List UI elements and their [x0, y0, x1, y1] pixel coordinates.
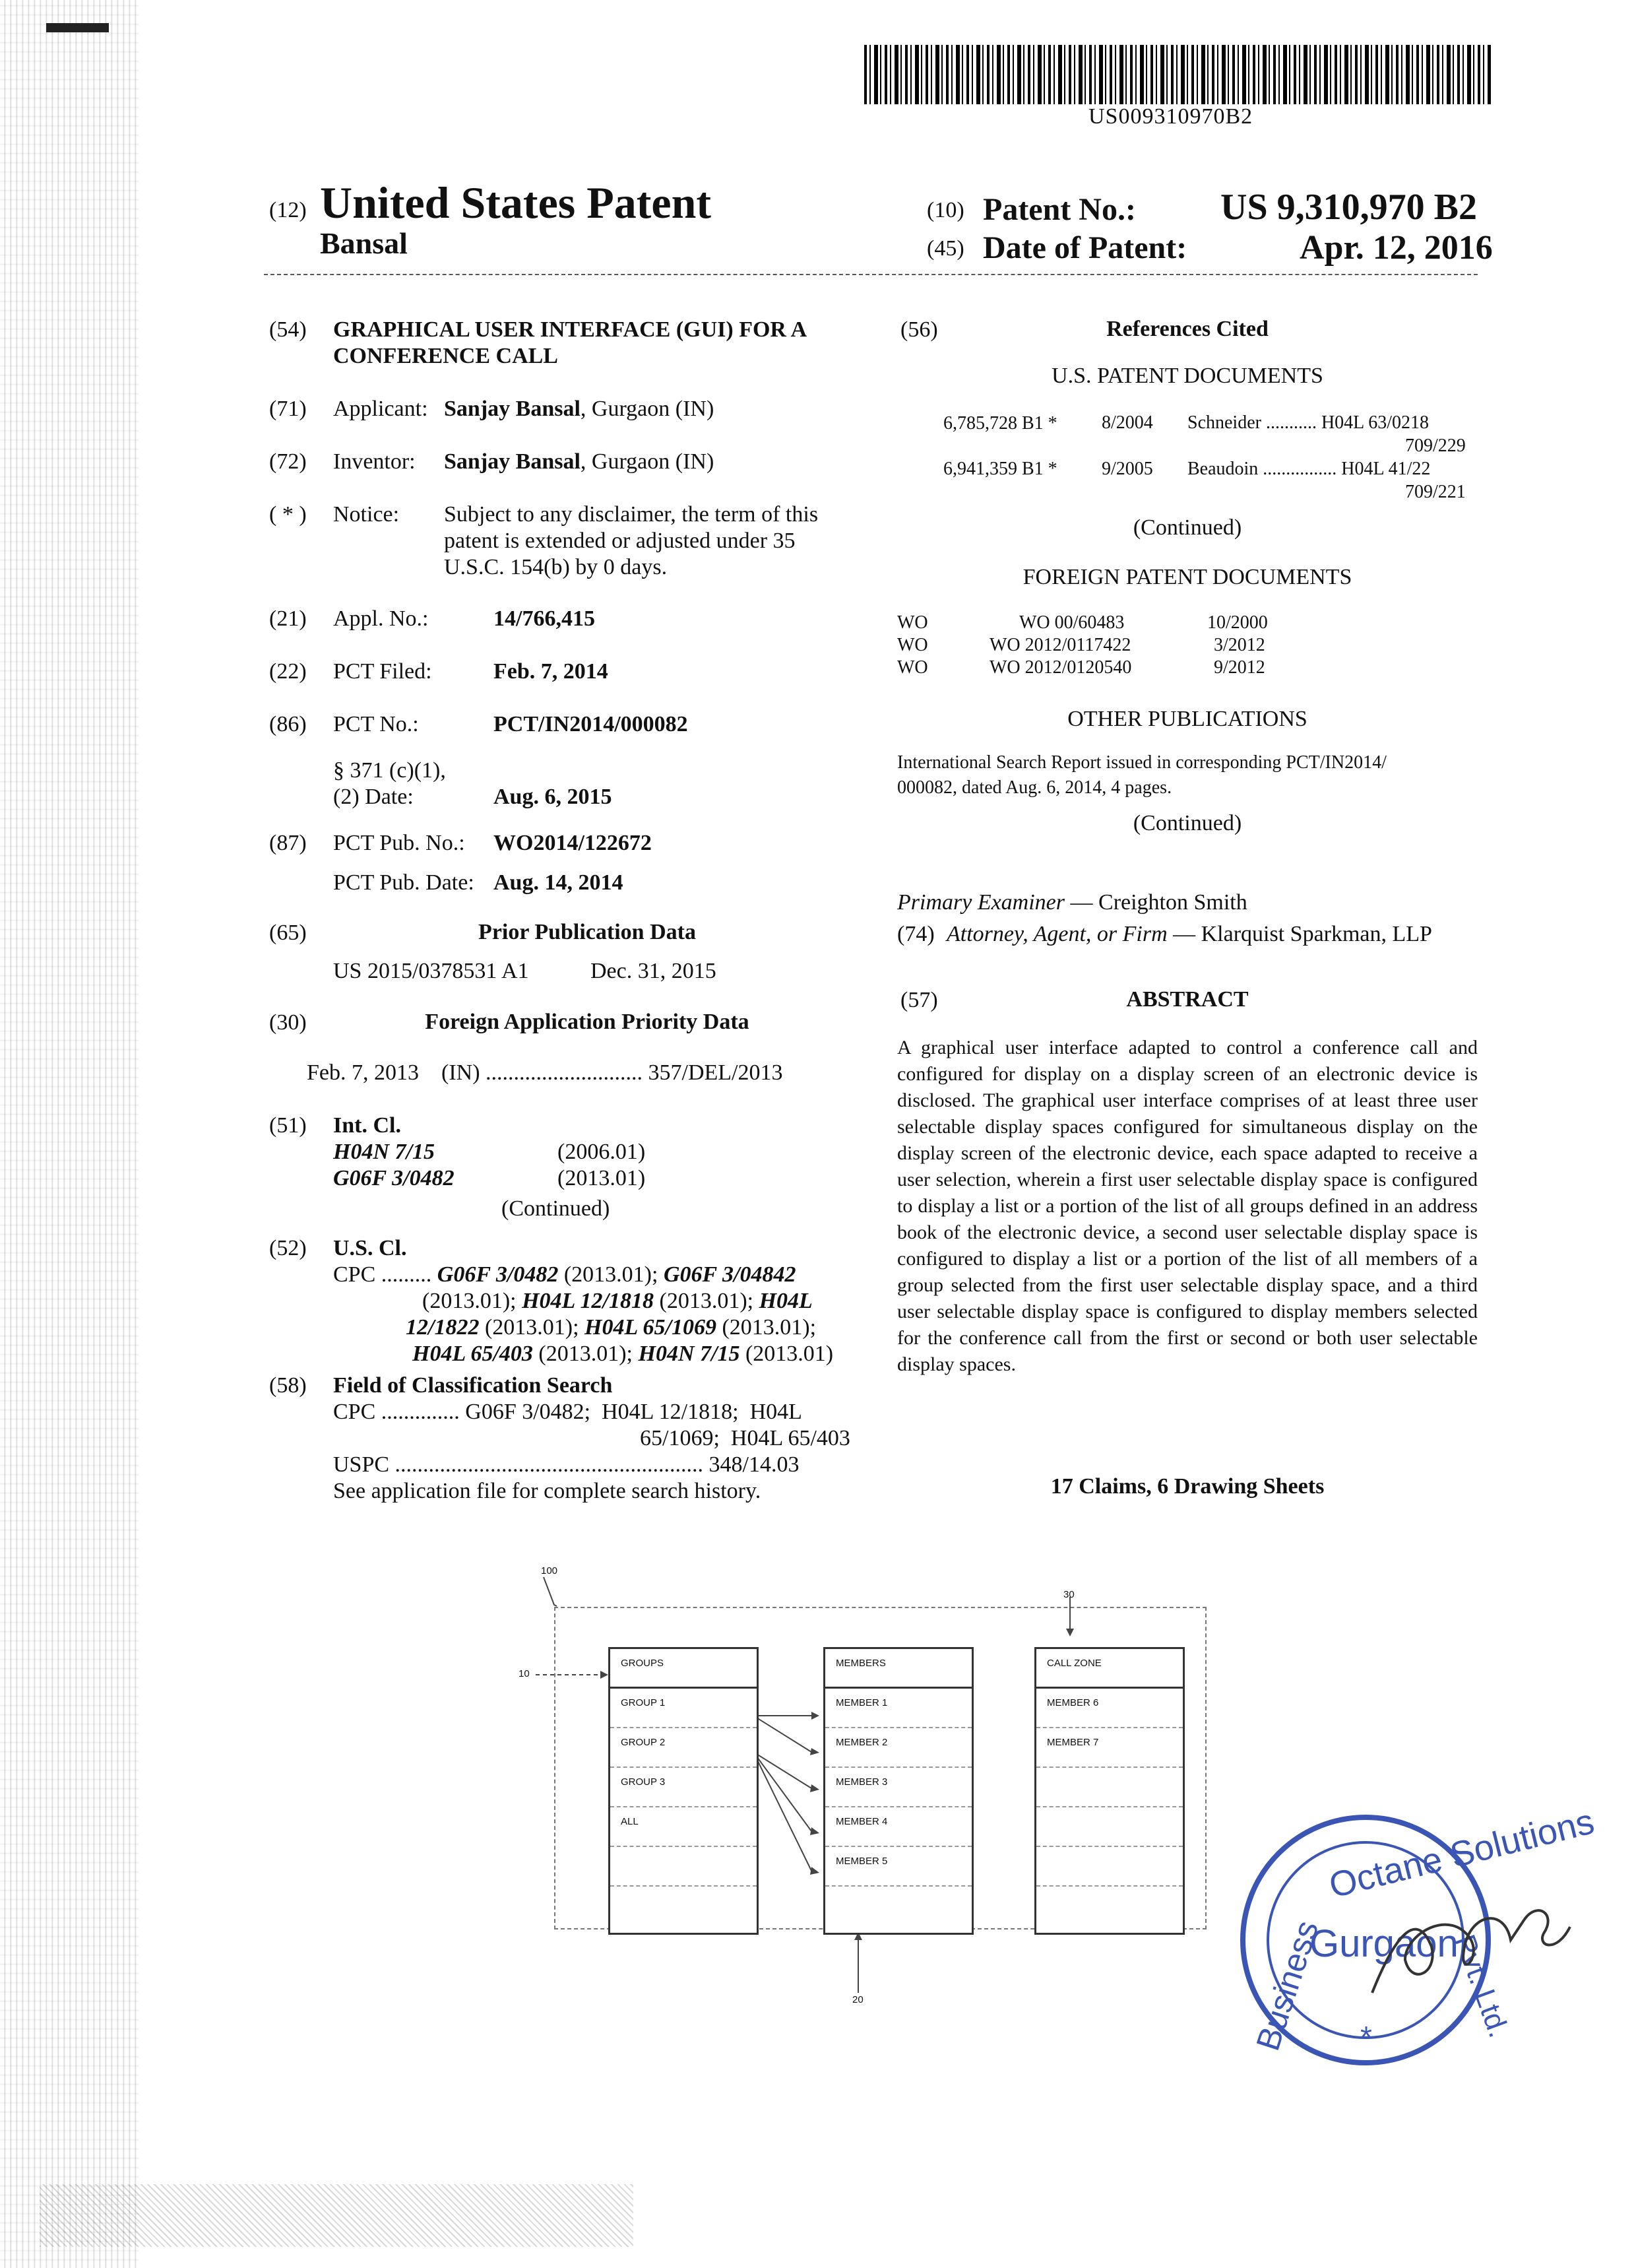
notice-label: Notice:: [333, 502, 400, 527]
primary-examiner: [897, 890, 1247, 916]
barcode-number: US009310970B2: [1088, 104, 1253, 129]
code-71: (71): [269, 397, 307, 421]
members-panel: [823, 1647, 974, 1935]
notice-line-3: U.S.C. 154(b) by 0 days.: [444, 555, 668, 579]
cpc-line-1: [333, 1262, 841, 1288]
other-publication-line-2: 000082, dated Aug. 6, 2014, 4 pages.: [897, 777, 1172, 798]
stamp-center: Gurgaon: [1309, 1922, 1459, 1965]
abstract-heading: ABSTRACT: [1126, 987, 1249, 1012]
inventor-label: Inventor:: [333, 449, 416, 474]
cpc-label: CPC .........: [333, 1262, 432, 1287]
member-row[interactable]: MEMBER 2: [825, 1728, 972, 1768]
code-54: (54): [269, 317, 307, 342]
code-45: (45): [927, 236, 964, 261]
field-search-uspc: USPC ....................................................... 348/14.03: [333, 1452, 800, 1477]
scan-edge-artifact: [0, 0, 139, 2268]
notice-code: ( * ): [269, 502, 307, 527]
member-row[interactable]: MEMBER 3: [825, 1768, 972, 1807]
pct-no-value: PCT/IN2014/000082: [493, 712, 688, 736]
pct-filed-value: Feb. 7, 2014: [493, 659, 608, 684]
stamp-ring-left: Business: [1249, 1916, 1326, 2056]
foreign-docs-heading: FOREIGN PATENT DOCUMENTS: [1022, 565, 1352, 589]
primary-examiner-label: Primary Examiner: [897, 890, 1065, 915]
int-cl-1: H04N 7/15: [333, 1140, 435, 1164]
cpc-class-4b: 12/1822: [406, 1315, 480, 1340]
inventor-location: , Gurgaon (IN): [580, 449, 714, 474]
groups-panel: [608, 1647, 759, 1935]
call-zone-header: CALL ZONE: [1036, 1649, 1183, 1689]
appl-no-label: Appl. No.:: [333, 606, 429, 631]
code-10: (10): [927, 198, 964, 222]
applicant-location: , Gurgaon (IN): [580, 397, 714, 421]
us-doc-row-1: [943, 412, 1057, 435]
notice-line-2: patent is extended or adjusted under 35: [444, 529, 796, 553]
foreign-doc-3-number: WO 2012/0120540: [990, 657, 1132, 678]
int-cl-2-date: (2013.01): [557, 1166, 646, 1190]
code-65: (65): [269, 921, 307, 945]
foreign-doc-1-country: WO: [897, 612, 928, 633]
attorney-label: Attorney, Agent, or Firm: [947, 922, 1168, 946]
cpc-date-5: (2013.01);: [716, 1315, 817, 1340]
call-zone-row[interactable]: [1036, 1847, 1183, 1887]
ref-100: 100: [541, 1565, 558, 1576]
us-doc-2-date: 9/2005: [1102, 459, 1153, 479]
member-row[interactable]: MEMBER 1: [825, 1689, 972, 1728]
us-cl-heading: U.S. Cl.: [333, 1236, 407, 1260]
cpc-class-7: H04N 7/15: [638, 1342, 740, 1366]
field-search-heading: Field of Classification Search: [333, 1373, 613, 1398]
foreign-doc-1-number: WO 00/60483: [1019, 612, 1125, 633]
foreign-doc-2-country: WO: [897, 635, 928, 655]
notice-line-1: Subject to any disclaimer, the term of this: [444, 502, 819, 527]
stamp-ring-top: Octane Solutions: [1325, 1801, 1598, 1906]
applicant-name: Sanjay Bansal: [444, 397, 581, 421]
code-57: (57): [900, 988, 938, 1012]
stamp-ring-right: Pvt. Ltd.: [1448, 1930, 1515, 2042]
inventor-surname: Bansal: [320, 226, 408, 260]
field-search-cpc-1: CPC .............. G06F 3/0482; H04L 12/1818; H04L: [333, 1400, 802, 1424]
int-cl-heading: Int. Cl.: [333, 1113, 401, 1138]
int-cl-2: G06F 3/0482: [333, 1166, 455, 1190]
cpc-date-7: (2013.01): [739, 1342, 834, 1366]
other-publications-heading: OTHER PUBLICATIONS: [1067, 707, 1307, 731]
call-zone-row[interactable]: MEMBER 7: [1036, 1728, 1183, 1768]
us-doc-1-date: 8/2004: [1102, 412, 1153, 433]
code-72: (72): [269, 449, 307, 474]
cpc-date-3: (2013.01);: [654, 1289, 759, 1313]
signature-graphic: [1359, 1887, 1596, 2019]
prior-publication-date: Dec. 31, 2015: [590, 959, 716, 983]
foreign-priority-heading: Foreign Application Priority Data: [425, 1010, 749, 1034]
references-heading: References Cited: [1106, 317, 1269, 341]
claims-summary: 17 Claims, 6 Drawing Sheets: [1050, 1474, 1325, 1499]
cpc-line-4: [412, 1341, 833, 1367]
foreign-doc-3-date: 9/2012: [1214, 657, 1265, 678]
cpc-class-1: G06F 3/0482: [437, 1262, 559, 1287]
cpc-line-3: [406, 1314, 816, 1341]
s371-date: Aug. 6, 2015: [493, 785, 612, 809]
code-21: (21): [269, 606, 307, 631]
call-zone-panel: [1034, 1647, 1185, 1935]
ref-30: 30: [1063, 1589, 1075, 1600]
code-56: (56): [900, 317, 938, 342]
code-87: (87): [269, 831, 307, 855]
other-publication-line-1: International Search Report issued in corresponding PCT/IN2014/: [897, 752, 1387, 773]
scan-noise: [40, 2184, 633, 2247]
date-label: Date of Patent:: [983, 230, 1187, 265]
cpc-date-2: (2013.01);: [422, 1289, 522, 1313]
code-86: (86): [269, 712, 307, 736]
cpc-class-2: G06F 3/04842: [663, 1262, 796, 1287]
other-continued: (Continued): [1133, 811, 1242, 835]
foreign-priority-line: Feb. 7, 2013 (IN) ............................ 357/DEL/2013: [307, 1060, 783, 1085]
stamp-star: *: [1360, 2020, 1372, 2054]
ref-20: 20: [852, 1994, 864, 2005]
patent-date: Apr. 12, 2016: [1300, 229, 1493, 267]
pct-pub-date-label: PCT Pub. Date:: [333, 870, 474, 895]
pct-filed-label: PCT Filed:: [333, 659, 432, 684]
cpc-date-4: (2013.01);: [479, 1315, 585, 1340]
us-docs-heading: U.S. PATENT DOCUMENTS: [1052, 364, 1323, 388]
us-doc-1-name: Schneider ........... H04L 63/0218: [1187, 412, 1430, 433]
cpc-line-2: [422, 1288, 813, 1314]
member-row[interactable]: MEMBER 5: [825, 1847, 972, 1887]
us-doc-2-name: Beaudoin ................ H04L 41/22: [1187, 459, 1431, 479]
cpc-class-4a: H04L: [759, 1289, 813, 1313]
patent-no-label: Patent No.:: [983, 192, 1136, 227]
primary-examiner-name: — Creighton Smith: [1065, 890, 1247, 915]
barcode: [864, 45, 1491, 104]
cpc-date-6: (2013.01);: [532, 1342, 639, 1366]
inventor-value: [444, 449, 714, 475]
attorney-name: — Klarquist Sparkman, LLP: [1167, 922, 1432, 946]
patent-number: US 9,310,970 B2: [1220, 187, 1477, 228]
pct-pub-date-value: Aug. 14, 2014: [493, 870, 623, 895]
header-rule: [264, 274, 1478, 275]
us-doc-2-sub: 709/221: [1405, 482, 1466, 502]
s371-line-2: (2) Date:: [333, 785, 414, 809]
code-74: (74): [897, 922, 935, 946]
title-line-2: CONFERENCE CALL: [333, 344, 558, 368]
pct-pub-no-value: WO2014/122672: [493, 831, 652, 855]
prior-publication-number: US 2015/0378531 A1: [333, 959, 529, 983]
foreign-doc-1-date: 10/2000: [1207, 612, 1268, 633]
field-search-note: See application file for complete search history.: [333, 1479, 761, 1503]
member-row[interactable]: MEMBER 4: [825, 1807, 972, 1847]
appl-no-value: 14/766,415: [493, 606, 595, 631]
prior-publication-heading: Prior Publication Data: [478, 920, 696, 944]
pct-pub-no-label: PCT Pub. No.:: [333, 831, 465, 855]
members-header: MEMBERS: [825, 1649, 972, 1689]
applicant-label: Applicant:: [333, 397, 428, 421]
abstract-text: A graphical user interface adapted to control a conference call and configured for display on a display screen of an electronic device is disclosed. The graphical user interface comprises of at least three user selectable display spaces configured for simultaneous display on the display screen of the electronic device, each space adapted to receive a user selection, wherein a first user selectable display space is configured to display a list or a portion of the list of all groups defined in an address book of the electronic device, a second user selectable display space is configured to display a list or a portion of the list of all members of a group selected from the first user selectable display space, and a third user selectable display space is configured to display members selected for the conference call from the first or second or both user selectable display spaces.: [897, 1037, 1478, 1375]
scan-mark: [46, 23, 109, 32]
code-30: (30): [269, 1010, 307, 1035]
int-cl-1-date: (2006.01): [557, 1140, 646, 1164]
us-doc-2-number: 6,941,359 B1 *: [943, 459, 1057, 479]
code-12: (12): [269, 198, 307, 222]
cpc-class-6: H04L 65/403: [412, 1342, 533, 1366]
cpc-class-5: H04L 65/1069: [584, 1315, 716, 1340]
us-doc-1-number: 6,785,728 B1 *: [943, 413, 1057, 434]
code-51: (51): [269, 1113, 307, 1138]
code-58: (58): [269, 1373, 307, 1398]
applicant-value: [444, 396, 714, 422]
foreign-doc-2-number: WO 2012/0117422: [990, 635, 1131, 655]
call-zone-row[interactable]: [1036, 1768, 1183, 1807]
code-52: (52): [269, 1236, 307, 1260]
us-docs-continued: (Continued): [1133, 515, 1242, 540]
inventor-name: Sanjay Bansal: [444, 449, 581, 474]
ref-10: 10: [519, 1668, 530, 1679]
group-row[interactable]: GROUP 1: [610, 1689, 757, 1728]
int-cl-continued: (Continued): [501, 1196, 610, 1221]
foreign-doc-3-country: WO: [897, 657, 928, 678]
attorney: [947, 921, 1432, 948]
call-zone-row[interactable]: MEMBER 6: [1036, 1689, 1183, 1728]
call-zone-row[interactable]: [1036, 1807, 1183, 1847]
group-row[interactable]: [610, 1847, 757, 1887]
group-row[interactable]: ALL: [610, 1807, 757, 1847]
pct-no-label: PCT No.:: [333, 712, 419, 736]
code-22: (22): [269, 659, 307, 684]
cpc-class-3: H04L 12/1818: [522, 1289, 654, 1313]
foreign-doc-2-date: 3/2012: [1214, 635, 1265, 655]
groups-header: GROUPS: [610, 1649, 757, 1689]
document-type: United States Patent: [320, 178, 712, 228]
group-row[interactable]: GROUP 2: [610, 1728, 757, 1768]
cpc-date-1: (2013.01);: [558, 1262, 664, 1287]
title-line-1: GRAPHICAL USER INTERFACE (GUI) FOR A: [333, 317, 807, 342]
field-search-cpc-2: 65/1069; H04L 65/403: [640, 1426, 850, 1450]
s371-line-1: § 371 (c)(1),: [333, 758, 446, 783]
group-row[interactable]: GROUP 3: [610, 1768, 757, 1807]
us-doc-1-sub: 709/229: [1405, 436, 1466, 456]
